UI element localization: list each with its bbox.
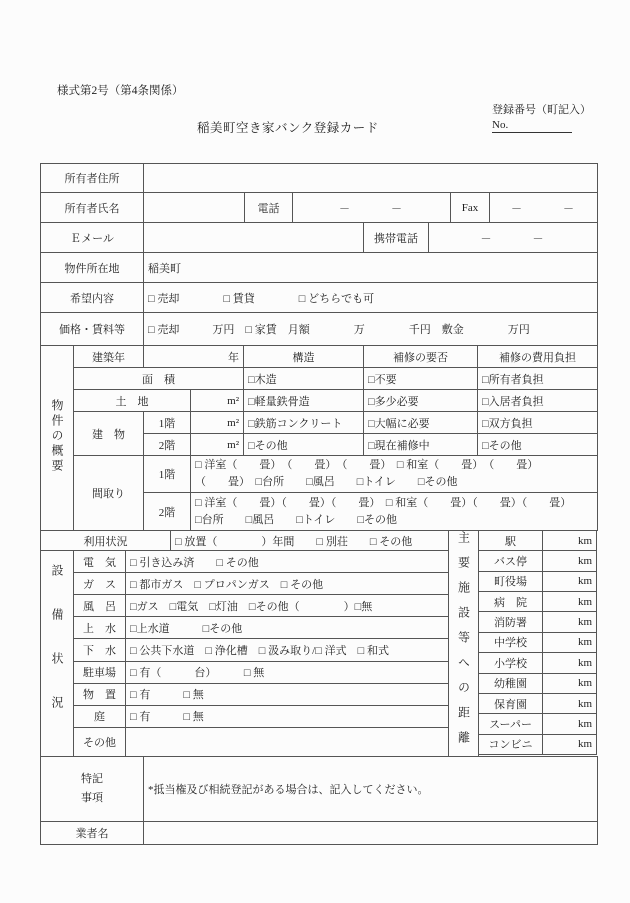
property-overview-table bbox=[40, 345, 598, 531]
email-field[interactable] bbox=[144, 223, 364, 253]
notes-agent-table bbox=[40, 756, 598, 845]
repair-cost-option-0[interactable]: □所有者負担 bbox=[478, 368, 598, 390]
equipment-options-bath[interactable]: □ガス □電気 □灯油 □その他（ ）□無 bbox=[126, 595, 449, 617]
land-area-field[interactable]: m² bbox=[191, 390, 244, 412]
facility-km-field[interactable]: km bbox=[543, 714, 597, 734]
property-location-value[interactable]: 稲美町 bbox=[144, 253, 598, 283]
mobile-field[interactable]: － － bbox=[429, 223, 598, 253]
layout-label: 間取り bbox=[74, 456, 144, 531]
equipment-options-garden[interactable]: □ 有 □ 無 bbox=[126, 705, 449, 727]
facility-km-field[interactable]: km bbox=[543, 632, 597, 652]
agent-name-label: 業者名 bbox=[41, 822, 144, 845]
no-label: No. bbox=[492, 119, 509, 131]
fax-field[interactable]: － － bbox=[490, 193, 598, 223]
structure-option-0[interactable]: □木造 bbox=[244, 368, 364, 390]
repair-header: 補修の要否 bbox=[364, 346, 478, 368]
repair-option-2[interactable]: □大幅に必要 bbox=[364, 412, 478, 434]
owner-name-label: 所有者氏名 bbox=[41, 193, 144, 223]
facility-km-field[interactable]: km bbox=[543, 653, 597, 673]
property-location-label: 物件所在地 bbox=[41, 253, 144, 283]
built-year-field[interactable]: 年 bbox=[144, 346, 244, 368]
special-notes-field[interactable]: *抵当権及び相続登記がある場合は、記入してください。 bbox=[144, 757, 598, 822]
facility-km-field[interactable]: km bbox=[543, 571, 597, 591]
facility-km-field[interactable]: km bbox=[543, 734, 597, 754]
layout-floor2-label: 2階 bbox=[144, 493, 191, 531]
equipment-label-gas: ガ ス bbox=[74, 573, 126, 595]
equipment-options-water-supply[interactable]: □上水道 □その他 bbox=[126, 617, 449, 639]
layout-floor2-line1: □ 洋室（ 畳）（ 畳）（ 畳） □ 和室（ 畳）（ 畳）（ 畳） bbox=[195, 496, 572, 509]
equipment-options-sewage[interactable]: □ 公共下水道 □ 浄化槽 □ 汲み取り/□ 洋式 □ 和式 bbox=[126, 639, 449, 661]
equipment-section-label: 設備状況 bbox=[41, 551, 74, 757]
facility-name-nursery: 保育園 bbox=[479, 693, 543, 713]
form-code: 様式第2号（第4条関係） bbox=[57, 85, 184, 97]
floor1-label: 1階 bbox=[144, 412, 191, 434]
building-label: 建 物 bbox=[74, 412, 144, 456]
owner-info-table bbox=[40, 163, 598, 346]
equipment-label-water-supply: 上 水 bbox=[74, 617, 126, 639]
floor1-area-field[interactable]: m² bbox=[191, 412, 244, 434]
facility-name-bus-stop: バス停 bbox=[479, 551, 543, 571]
layout-floor1-options[interactable] bbox=[191, 456, 598, 493]
floor2-area-field[interactable]: m² bbox=[191, 434, 244, 456]
layout-floor1-line2: （ 畳） □台所 □風呂 □トイレ □その他 bbox=[195, 476, 458, 488]
equipment-options-other[interactable] bbox=[126, 727, 449, 756]
equipment-options-parking[interactable]: □ 有（ 台） □ 無 bbox=[126, 661, 449, 683]
request-label: 希望内容 bbox=[41, 283, 144, 313]
repair-cost-option-2[interactable]: □双方負担 bbox=[478, 412, 598, 434]
registration-card-table bbox=[40, 163, 598, 845]
layout-floor1-line1: □ 洋室（ 畳） （ 畳） （ 畳） □ 和室（ 畳） （ 畳） bbox=[195, 459, 539, 471]
usage-label: 利用状況 bbox=[41, 531, 171, 551]
email-label: Ｅメール bbox=[41, 223, 144, 253]
facility-name-town-hall: 町役場 bbox=[479, 571, 543, 591]
facility-name-junior-high: 中学校 bbox=[479, 632, 543, 652]
facility-km-field[interactable]: km bbox=[543, 693, 597, 713]
page-title: 稲美町空き家バンク登録カード bbox=[197, 121, 379, 135]
registration-number-field[interactable] bbox=[492, 119, 572, 133]
price-label: 価格・賃料等 bbox=[41, 313, 144, 346]
agent-name-field[interactable] bbox=[144, 822, 598, 845]
layout-floor2-line2: □台所 □風呂 □トイレ □その他 bbox=[195, 513, 398, 526]
facility-name-kindergarten: 幼稚園 bbox=[479, 673, 543, 693]
structure-option-1[interactable]: □軽量鉄骨造 bbox=[244, 390, 364, 412]
facilities-section-label: 主要施設等への距離 bbox=[448, 530, 479, 757]
facility-km-field[interactable]: km bbox=[543, 592, 597, 612]
repair-option-1[interactable]: □多少必要 bbox=[364, 390, 478, 412]
owner-name-field[interactable] bbox=[144, 193, 245, 223]
equipment-options-gas[interactable]: □ 都市ガス □ プロパンガス □ その他 bbox=[126, 573, 449, 595]
tel-label: 電話 bbox=[245, 193, 293, 223]
equipment-label-electricity: 電 気 bbox=[74, 551, 126, 573]
structure-option-3[interactable]: □その他 bbox=[244, 434, 364, 456]
repair-cost-header: 補修の費用負担 bbox=[478, 346, 598, 368]
facility-name-hospital: 病 院 bbox=[479, 592, 543, 612]
fax-label: Fax bbox=[451, 193, 490, 223]
repair-cost-option-3[interactable]: □その他 bbox=[478, 434, 598, 456]
equipment-table bbox=[40, 530, 449, 757]
equipment-label-parking: 駐車場 bbox=[74, 661, 126, 683]
equipment-label-bath: 風 呂 bbox=[74, 595, 126, 617]
facility-km-field[interactable]: km bbox=[543, 551, 597, 571]
facility-name-elementary: 小学校 bbox=[479, 653, 543, 673]
request-checkbox-options[interactable]: □ 売却 □ 賃貸 □ どちらでも可 bbox=[144, 283, 598, 313]
facility-name-station: 駅 bbox=[479, 531, 543, 551]
facility-name-convenience-store: コンビニ bbox=[479, 734, 543, 754]
layout-floor2-options[interactable] bbox=[191, 493, 598, 531]
structure-option-2[interactable]: □鉄筋コンクリート bbox=[244, 412, 364, 434]
equipment-label-sewage: 下 水 bbox=[74, 639, 126, 661]
registration-number-label: 登録番号（町記入） bbox=[492, 104, 591, 116]
layout-floor1-label: 1階 bbox=[144, 456, 191, 493]
owner-address-label: 所有者住所 bbox=[41, 164, 144, 193]
owner-address-field[interactable] bbox=[144, 164, 598, 193]
repair-option-3[interactable]: □現在補修中 bbox=[364, 434, 478, 456]
facility-km-field[interactable]: km bbox=[543, 531, 597, 551]
equipment-facilities-section bbox=[40, 530, 598, 757]
special-notes-label: 特記 事項 bbox=[41, 757, 144, 822]
usage-checkbox-options[interactable]: □ 放置（ ）年間 □ 別荘 □ その他 bbox=[171, 531, 449, 551]
built-year-label: 建築年 bbox=[74, 346, 144, 368]
tel-field[interactable]: － － bbox=[293, 193, 451, 223]
equipment-label-garden: 庭 bbox=[74, 705, 126, 727]
equipment-options-electricity[interactable]: □ 引き込み済 □ その他 bbox=[126, 551, 449, 573]
facilities-distance-table bbox=[478, 530, 597, 755]
mobile-label: 携帯電話 bbox=[364, 223, 429, 253]
price-checkbox-options[interactable]: □ 売却 万円 □ 家賃 月額 万 千円 敷金 万円 bbox=[144, 313, 598, 346]
facility-name-supermarket: スーパー bbox=[479, 714, 543, 734]
overview-section-label: 物件の概要 bbox=[41, 346, 74, 531]
land-label: 土 地 bbox=[74, 390, 191, 412]
equipment-label-other: その他 bbox=[74, 727, 126, 756]
floor2-label: 2階 bbox=[144, 434, 191, 456]
facility-name-fire-station: 消防署 bbox=[479, 612, 543, 632]
structure-header: 構造 bbox=[244, 346, 364, 368]
facility-km-field[interactable]: km bbox=[543, 673, 597, 693]
repair-option-0[interactable]: □不要 bbox=[364, 368, 478, 390]
area-label: 面 積 bbox=[74, 368, 244, 390]
repair-cost-option-1[interactable]: □入居者負担 bbox=[478, 390, 598, 412]
facility-km-field[interactable]: km bbox=[543, 612, 597, 632]
equipment-options-storage[interactable]: □ 有 □ 無 bbox=[126, 683, 449, 705]
equipment-label-storage: 物 置 bbox=[74, 683, 126, 705]
